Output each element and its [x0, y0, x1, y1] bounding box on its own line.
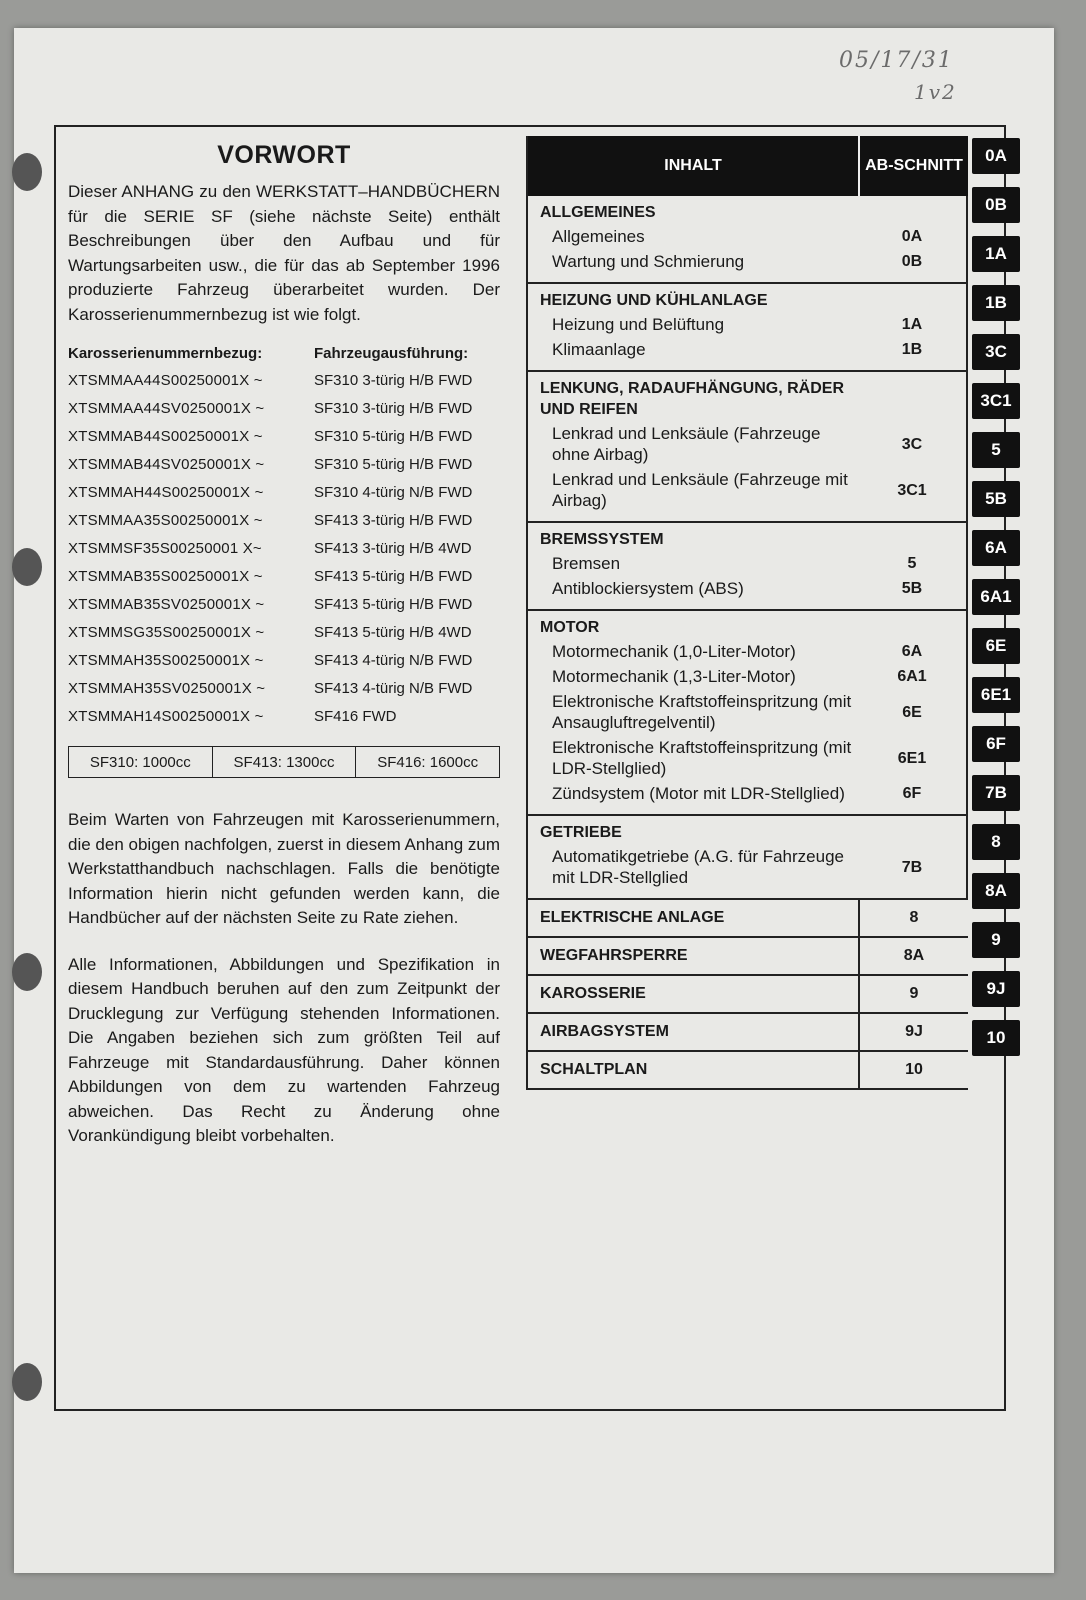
toc-section	[528, 372, 968, 523]
section-tab-6a[interactable]: 6A	[972, 530, 1020, 566]
toc-item-code: 5B	[901, 580, 923, 597]
toc-item-code: 7B	[901, 858, 923, 876]
vehicle-model: SF413 5-türig H/B FWD	[314, 567, 473, 585]
vorwort-column	[68, 139, 500, 1163]
vehicle-model: SF413 3-türig H/B 4WD	[314, 539, 472, 557]
section-tab-3c1[interactable]: 3C1	[972, 383, 1020, 419]
toc-section-code: 8A	[903, 947, 925, 964]
toc-section-title: LENKUNG, RADAUFHÄNGUNG, RÄDER UND REIFEN	[540, 380, 844, 418]
toc-section-title: BREMSSYSTEM	[540, 531, 664, 548]
toc-item	[552, 339, 923, 360]
toc-section-code: 8	[909, 909, 919, 926]
vehicle-model: SF413 5-türig H/B FWD	[314, 595, 473, 613]
toc-item-code: 1A	[901, 316, 923, 333]
toc-item	[552, 578, 923, 599]
toc-item-code: 3C	[901, 435, 923, 453]
body-number-row	[68, 422, 500, 450]
vehicle-model: SF310 4-türig N/B FWD	[314, 483, 473, 501]
toc-item	[552, 691, 922, 733]
toc-header-inhalt: INHALT	[528, 136, 860, 196]
section-tab-9[interactable]: 9	[972, 922, 1020, 958]
body-number-row	[68, 674, 500, 702]
section-tab-5b[interactable]: 5B	[972, 481, 1020, 517]
section-tab-3c[interactable]: 3C	[972, 334, 1020, 370]
body-number-code: XTSMMSG35S00250001X ~	[68, 623, 265, 641]
toc-item-text: Motormechanik (1,3-Liter-Motor)	[552, 667, 796, 686]
body-number-row	[68, 618, 500, 646]
body-number-code: XTSMMAB35SV0250001X ~	[68, 595, 265, 613]
toc-section	[528, 938, 968, 976]
kb-header-label: Karosserienummernbezug:	[68, 345, 263, 362]
section-tab-6a1[interactable]: 6A1	[972, 579, 1020, 615]
toc-section-title: SCHALTPLAN	[528, 1052, 860, 1088]
toc-item-code: 6F	[902, 785, 922, 802]
toc-section-title: AIRBAGSYSTEM	[528, 1014, 860, 1050]
toc-item-code: 0B	[901, 253, 923, 270]
body-number-code: XTSMMSF35S00250001 X~	[68, 539, 262, 557]
body-number-code: XTSMMAA44SV0250001X ~	[68, 399, 265, 417]
toc-section	[528, 196, 968, 284]
handwritten-note: 05/17/31	[839, 48, 954, 73]
page-title: VORWORT	[217, 141, 351, 169]
body-number-code: XTSMMAB44SV0250001X ~	[68, 455, 265, 473]
toc-section-code: 9J	[905, 1023, 923, 1040]
section-tab-6f[interactable]: 6F	[972, 726, 1020, 762]
toc-item-code: 6E1	[897, 749, 927, 767]
toc-item	[552, 423, 923, 465]
vehicle-model: SF310 5-türig H/B FWD	[314, 455, 473, 473]
toc-item	[552, 641, 923, 662]
toc-item-code: 6A	[901, 643, 923, 660]
toc-item-text: Elektronische Kraftstoffeinspritzung (mit Ansaugluftregelventil)	[552, 692, 852, 732]
toc-item-code: 6A1	[897, 668, 927, 685]
section-tab-9j[interactable]: 9J	[972, 971, 1020, 1007]
toc-item-text: Antiblockiersystem (ABS)	[552, 579, 744, 598]
toc-item-text: Wartung und Schmierung	[552, 252, 745, 271]
body-number-code: XTSMMAH44S00250001X ~	[68, 483, 264, 501]
instruction-paragraph: Beim Warten von Fahrzeugen mit Karosserienummern, die den obigen nachfolgen, zuerst in diesem Anhang zum Werkstatthandbuch nachschlagen. Falls die benötigte Information hierin nicht gefunden werden kann, die Handbücher auf der nächsten Seite zu Rate ziehen.	[68, 810, 500, 927]
section-tab-0b[interactable]: 0B	[972, 187, 1020, 223]
toc-section-title: GETRIEBE	[540, 824, 622, 841]
displacement-cell: SF413: 1300cc	[213, 747, 357, 777]
toc-section	[528, 284, 968, 372]
vehicle-model: SF310 5-türig H/B FWD	[314, 427, 473, 445]
vehicle-model: SF416 FWD	[314, 707, 397, 725]
toc-section	[528, 976, 968, 1014]
toc-item-code: 3C1	[897, 481, 927, 499]
body-number-code: XTSMMAH14S00250001X ~	[68, 707, 264, 725]
toc-item-code: 5	[907, 555, 917, 572]
toc-item-text: Allgemeines	[552, 227, 645, 246]
toc-item-code: 1B	[901, 341, 923, 358]
toc-header	[528, 136, 968, 196]
toc-item-text: Lenkrad und Lenksäule (Fahrzeuge mit Airbag)	[552, 470, 848, 510]
toc-item-text: Bremsen	[552, 554, 621, 573]
section-tab-8[interactable]: 8	[972, 824, 1020, 860]
toc-section-code: 10	[905, 1061, 923, 1078]
toc-item-text: Heizung und Belüftung	[552, 315, 725, 334]
binder-hole	[12, 1363, 42, 1401]
section-tab-5[interactable]: 5	[972, 432, 1020, 468]
fa-header-label: Fahrzeugausführung:	[314, 345, 469, 362]
body-number-row	[68, 534, 500, 562]
vehicle-model: SF413 4-türig N/B FWD	[314, 679, 473, 697]
body-number-table-header	[68, 345, 500, 362]
toc-item-code: 0A	[901, 228, 923, 245]
vehicle-model: SF413 5-türig H/B 4WD	[314, 623, 472, 641]
section-tab-6e[interactable]: 6E	[972, 628, 1020, 664]
intro-paragraph: Dieser ANHANG zu den WERKSTATT–HANDBÜCHERN für die SERIE SF (siehe nächste Seite) enthält Beschreibungen über den Aufbau und für Wartungsarbeiten usw., die für das ab September 1996 produzierte Fahrzeug überarbeitet wurden. Der Karosserienummernbezug ist wie folgt.	[68, 182, 500, 324]
body-number-row	[68, 590, 500, 618]
toc-section	[528, 611, 968, 816]
toc-item-text: Lenkrad und Lenksäule (Fahrzeuge ohne Airbag)	[552, 424, 821, 464]
displacement-cell: SF416: 1600cc	[377, 753, 479, 771]
toc-item	[552, 553, 917, 574]
toc-section	[528, 900, 968, 938]
body-number-code: XTSMMAA35S00250001X ~	[68, 511, 263, 529]
binder-hole	[12, 548, 42, 586]
section-tab-6e1[interactable]: 6E1	[972, 677, 1020, 713]
toc-section-code: 9	[909, 985, 919, 1002]
toc-section	[528, 1052, 968, 1090]
toc-section	[528, 1014, 968, 1052]
toc-item-text: Motormechanik (1,0-Liter-Motor)	[552, 642, 796, 661]
toc-section-title: ELEKTRISCHE ANLAGE	[528, 900, 860, 936]
toc-section-title: KAROSSERIE	[528, 976, 860, 1012]
toc-section-title: ALLGEMEINES	[540, 204, 656, 221]
document-page	[14, 28, 1054, 1573]
toc-item-text: Automatikgetriebe (A.G. für Fahrzeuge mit LDR-Stellglied	[552, 847, 844, 887]
toc-header-abschnitt: AB-SCHNITT	[865, 157, 963, 174]
binder-hole	[12, 953, 42, 991]
section-tab-1a[interactable]: 1A	[972, 236, 1020, 272]
toc-item	[552, 666, 927, 687]
body-number-row	[68, 506, 500, 534]
toc-section-title: WEGFAHRSPERRE	[528, 938, 860, 974]
body-number-code: XTSMMAH35SV0250001X ~	[68, 679, 266, 697]
table-of-contents	[526, 136, 968, 1090]
body-number-code: XTSMMAH35S00250001X ~	[68, 651, 264, 669]
disclaimer-paragraph: Alle Informationen, Abbildungen und Spezifikation in diesem Handbuch beruhen auf den zum Zeitpunkt der Drucklegung zur Verfügung stehenden Informationen. Die Angaben beziehen sich zum größten Teil auf Fahrzeuge mit Standardausführung. Daher können Abbildungen von dem zu wartenden Fahrzeug abweichen. Das Recht zu Änderung ohne Vorankündigung bleibt vorbehalten.	[68, 954, 500, 1145]
body-number-row	[68, 366, 500, 394]
handwritten-note: 1v2	[914, 80, 957, 104]
section-tab-7b[interactable]: 7B	[972, 775, 1020, 811]
vehicle-model: SF413 4-türig N/B FWD	[314, 651, 473, 669]
toc-item-code: 6E	[902, 703, 922, 721]
toc-item-text: Zündsystem (Motor mit LDR-Stellglied)	[552, 784, 845, 803]
toc-section-title: HEIZUNG UND KÜHLANLAGE	[540, 292, 768, 309]
body-number-list	[68, 366, 500, 730]
toc-item	[552, 783, 922, 804]
section-tab-0a[interactable]: 0A	[972, 138, 1020, 174]
vehicle-model: SF310 3-türig H/B FWD	[314, 371, 473, 389]
section-tabs	[972, 138, 1020, 1069]
vehicle-model: SF413 3-türig H/B FWD	[314, 511, 473, 529]
toc-item	[552, 251, 923, 272]
section-tab-1b[interactable]: 1B	[972, 285, 1020, 321]
section-tab-10[interactable]: 10	[972, 1020, 1020, 1056]
toc-item	[552, 469, 927, 511]
toc-item-text: Elektronische Kraftstoffeinspritzung (mit LDR-Stellglied)	[552, 738, 852, 778]
toc-section-title: MOTOR	[540, 619, 600, 636]
section-tab-8a[interactable]: 8A	[972, 873, 1020, 909]
body-number-code: XTSMMAB35S00250001X ~	[68, 567, 263, 585]
toc-item	[552, 737, 927, 779]
body-number-row	[68, 562, 500, 590]
toc-item	[552, 314, 923, 335]
content-frame	[54, 125, 1006, 1411]
body-number-row	[68, 646, 500, 674]
binder-hole	[12, 153, 42, 191]
body-number-code: XTSMMAB44S00250001X ~	[68, 427, 263, 445]
toc-item	[552, 846, 923, 888]
toc-item	[552, 226, 923, 247]
toc-item-text: Klimaanlage	[552, 340, 646, 359]
toc-section	[528, 816, 968, 900]
vehicle-model: SF310 3-türig H/B FWD	[314, 399, 473, 417]
body-number-row	[68, 702, 500, 730]
body-number-row	[68, 394, 500, 422]
displacement-table	[68, 746, 500, 778]
body-number-code: XTSMMAA44S00250001X ~	[68, 371, 263, 389]
body-number-row	[68, 450, 500, 478]
displacement-cell: SF310: 1000cc	[69, 747, 213, 777]
body-number-row	[68, 478, 500, 506]
toc-section	[528, 523, 968, 611]
